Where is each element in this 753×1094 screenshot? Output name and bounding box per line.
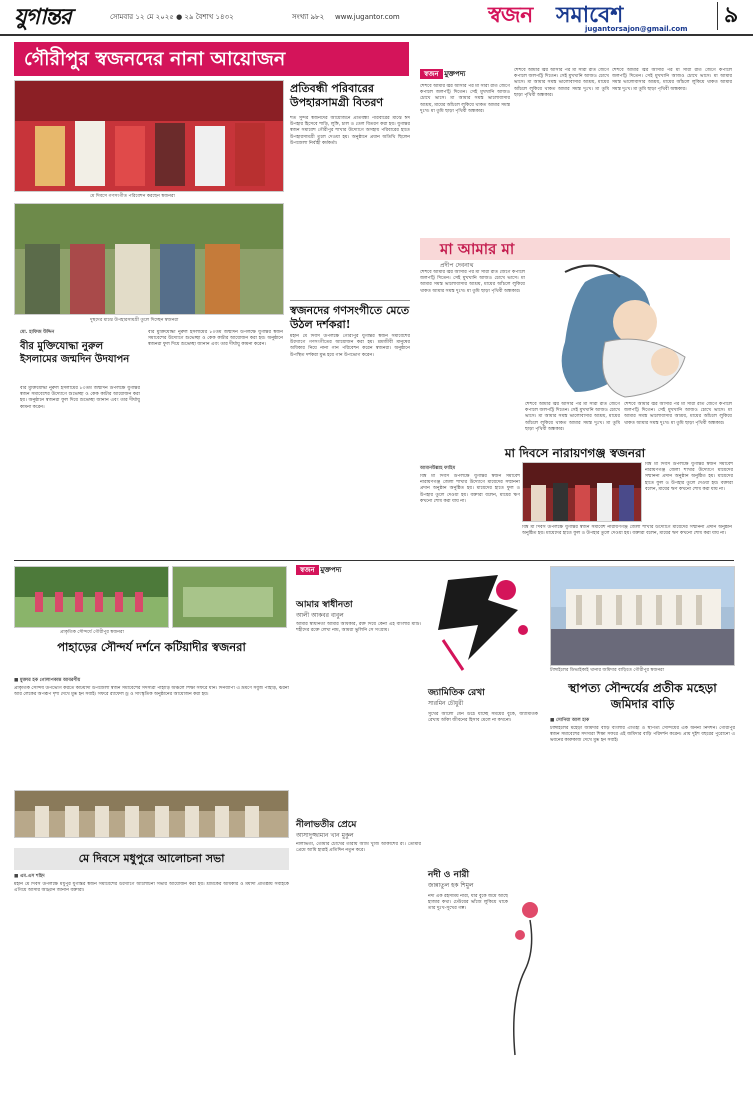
hill-body: প্রাকৃতিক সৌন্দর্য উপভোগ করতে কটিয়াদী উপজেলা স্বজন সমাবেশের সদস্যরা পাহাড়ি অঞ্চলে শিক্ষা সফরে যান। দিনব্যাপী এ ভ্রমণে সবুজ পাহাড়, ঝরনা আর লেকের অপরূপ দৃশ্য দেখে মুগ্ধ হন সবাই। সফরে র‌্যাফেল ড্র ও সাংস্কৃতিক অনুষ্ঠানের আয়োজন করা হয়। xyxy=(14,686,289,698)
zamindar-byline: ■ সোনিয়া আল হাক xyxy=(550,718,590,723)
freedom-fighter-headline: বীর মুক্তিযোদ্ধা নুরুল ইসলামের জন্মদিন উদযাপন xyxy=(20,341,130,365)
narayanganj-photo xyxy=(522,462,642,522)
top-story-body-2: মহান মে দিবস উপলক্ষে গৌরীপুর যুগান্তর স্বজন সমাবেশের উদ্যোগে গণসংগীতের আয়োজন করা হয়। শ্রমজীবী মানুষের অধিকার নিয়ে নানা গান পরিবেশন করেন স্বজনরা। অনুষ্ঠানে উপস্থিত দর্শকরা মুগ্ধ হয়ে গান উপভোগ করেন। xyxy=(290,334,410,358)
poem-1-title: আমার স্বাধীনতা xyxy=(296,600,353,610)
poem-3-title: জ্যামিতিক রেখা xyxy=(428,688,485,698)
issue-number: সংখ্যা ৯৮২ xyxy=(292,13,325,21)
poem-1-body: আমার স্বাধীনতা আমার অধিকার, রক্ত দিয়ে কেনা এই বাংলার মাটি। শহীদের রক্তে লেখা নাম, আমরা ভুলিনি সে সংগ্রাম। xyxy=(296,622,421,634)
poem-3-body: সুখের আলো যেন উঠে যাচ্ছে সময়ের বুকে, জ্যামিতিক রেখায় আঁকা জীবনের হিসাব মেলে না কখনো। xyxy=(428,712,538,724)
poem-2-author: আসাদুজ্জামান খান মুকুল xyxy=(296,832,354,839)
freedom-fighter-body: বীর মুক্তিযোদ্ধা নুরুল ইসলামের ৮০তম জন্মদিন উপলক্ষে যুগান্তর স্বজন সমাবেশের উদ্যোগে শুভেচ্ছা ও কেক কাটার আয়োজন করা হয়। অনুষ্ঠানে স্বজনরা ফুল দিয়ে শুভেচ্ছা জানান এবং তার দীর্ঘায়ু কামনা করেন। xyxy=(20,386,140,410)
narayanganj-byline: আমানউল্লাহ ফাহিম xyxy=(420,466,456,471)
poem-4-title: নদী ও নারী xyxy=(428,870,470,880)
contact-email[interactable]: jugantorsajon@gmail.com xyxy=(585,25,688,33)
top-story-sub-headline-2: স্বজনদের গণসংগীতে মেতে উঠল দর্শকরা! xyxy=(290,300,410,332)
poem-2-body: নীলাভতী, তোমার চোখের তারায় আমি খুঁজি আকাশের রং। তোমার প্রেমে আমি হারাই প্রতিদিন নতুন করে। xyxy=(296,842,421,854)
hand-flower-illustration xyxy=(505,880,545,1060)
poem-mother-body-col1: শৈশবে আমার জ্বর আসার পর মা সারা রাত জেগে কপালে জলপট্টি দিতেন। সেই মুখখানি আজও চোখে ভাসে। মা আমার সমস্ত ভালোবাসার আশ্রয়, মায়ের আঁচলে লুকিয়ে থাকত আমার সমস্ত দুঃখ। মা তুমি ছাড়া পৃথিবী অন্ধকার। xyxy=(420,84,510,114)
top-story-caption-2: দুস্থদের মাঝে উপহারসামগ্রী তুলে দিচ্ছেন স্বজনরা xyxy=(90,318,179,323)
madhupur-headline: মে দিবসে মধুপুরে আলোচনা সভা xyxy=(14,848,289,870)
poem-3-author: সারমিন চৌধুরী xyxy=(428,700,464,707)
madhupur-byline: ■ এম.এস শহিদ xyxy=(14,874,45,879)
poem-mother-body-col3: শৈশবে আমার জ্বর আসার পর মা সারা রাত জেগে কপালে জলপট্টি দিতেন। সেই মুখখানি আজও চোখে ভাসে। মা আমার সমস্ত ভালোবাসার আশ্রয়, মায়ের আঁচলে লুকিয়ে থাকত আমার সমস্ত দুঃখ। মা তুমি ছাড়া পৃথিবী অন্ধকার। xyxy=(612,68,732,92)
page-header xyxy=(0,0,753,36)
section-brand-b: সমাবেশ xyxy=(556,3,624,28)
hill-photo xyxy=(14,566,169,628)
abstract-illustration xyxy=(428,570,538,680)
top-story-headline: গৌরীপুর স্বজনদের নানা আয়োজন xyxy=(14,42,409,76)
poem-4-author: জান্নাতুল হক শিমুল xyxy=(428,882,474,889)
top-story-photo-1 xyxy=(14,80,284,192)
newspaper-logo: যুগান্তর xyxy=(14,4,71,30)
zamindar-caption: টাঙ্গাইলের ডিভাইকাই থানার জমিদার বাড়িতে গৌরীপুর স্বজনরা xyxy=(550,668,665,673)
narayanganj-body-col2: বিশ্ব মা দিবস উপলক্ষে যুগান্তর স্বজন সমাবেশ নারায়ণগঞ্জ জেলা শাখার উদ্যোগে মায়েদের সম্মাননা প্রদান অনুষ্ঠান অনুষ্ঠিত হয়। মায়েদের হাতে ফুল ও উপহার তুলে দেওয়া হয়। বক্তারা বলেন, মায়ের ঋণ কখনো শোধ করা যায় না। xyxy=(645,462,733,492)
poem-mother-title: মা আমার মা xyxy=(420,238,730,260)
narayanganj-body-col1: বিশ্ব মা দিবস উপলক্ষে যুগান্তর স্বজন সমাবেশ নারায়ণগঞ্জ জেলা শাখার উদ্যোগে মায়েদের সম্মাননা প্রদান অনুষ্ঠান অনুষ্ঠিত হয়। মায়েদের হাতে ফুল ও উপহার তুলে দেওয়া হয়। বক্তারা বলেন, মায়ের ঋণ কখনো শোধ করা যায় না। xyxy=(420,474,520,504)
top-story-photo-2 xyxy=(14,203,284,315)
poem-mother-body-col2: শৈশবে আমার জ্বর আসার পর মা সারা রাত জেগে কপালে জলপট্টি দিতেন। সেই মুখখানি আজও চোখে ভাসে। মা আমার সমস্ত ভালোবাসার আশ্রয়, মায়ের আঁচলে লুকিয়ে থাকত আমার সমস্ত দুঃখ। মা তুমি ছাড়া পৃথিবী অন্ধকার। xyxy=(514,68,609,98)
zamindar-body: টাঙ্গাইলের মহেড়া জমিদার বাড়ি বাংলার ঐতিহ্য ও স্থাপত্য সৌন্দর্যের এক অনন্য নিদর্শন। গৌরীপুর স্বজন সমাবেশের সদস্যরা শিক্ষা সফরে এই জমিদার বাড়ি পরিদর্শন করেন। প্রায় দুইশ বছরের পুরোনো এ ভবনের কারুকাজ দেখে মুগ্ধ হন সবাই। xyxy=(550,726,735,744)
poems-tag xyxy=(296,566,341,575)
poems-tag-label: স্বজন xyxy=(296,565,319,575)
section-brand-a: স্বজন xyxy=(488,3,533,28)
poem-4-body: নদী এক রহস্যময় নারী, যার বুকে জমে আছে হাজার কথা। ঢেউয়ের ভাঁজে লুকিয়ে থাকে তার দুঃখ-সুখের গল্প। xyxy=(428,894,508,912)
poem-mother-body-col6: শৈশবে আমার জ্বর আসার পর মা সারা রাত জেগে কপালে জলপট্টি দিতেন। সেই মুখখানি আজও চোখে ভাসে। মা আমার সমস্ত ভালোবাসার আশ্রয়, মায়ের আঁচলে লুকিয়ে থাকত আমার সমস্ত দুঃখ। মা তুমি ছাড়া পৃথিবী অন্ধকার। xyxy=(624,402,732,426)
hill-caption: প্রাকৃতিক সৌন্দর্যে গৌরীপুর স্বজনরা xyxy=(60,630,124,635)
madhupur-photo xyxy=(14,790,289,838)
page-number: ৯ xyxy=(717,2,738,30)
top-story-sub-headline-1: প্রতিবন্ধী পরিবারের উপহারসামগ্রী বিতরণ xyxy=(290,82,384,109)
top-story-caption-1: মে দিবসে গণসংগীত পরিবেশন করছেন স্বজনরা xyxy=(90,194,175,199)
narayanganj-body-col3: বিশ্ব মা দিবস উপলক্ষে যুগান্তর স্বজন সমাবেশ নারায়ণগঞ্জ জেলা শাখার উদ্যোগে মায়েদের সম্মাননা প্রদান অনুষ্ঠান অনুষ্ঠিত হয়। মায়েদের হাতে ফুল ও উপহার তুলে দেওয়া হয়। বক্তারা বলেন, মায়ের ঋণ কখনো শোধ করা যায় না। xyxy=(522,525,732,537)
freedom-fighter-byline: মো. হাফিজ উদ্দিন xyxy=(20,330,55,335)
zamindar-photo xyxy=(550,566,735,666)
poem-mother-tag-text: মুক্তপদ্য xyxy=(444,70,466,78)
poems-tag-text: মুক্তপদ্য xyxy=(320,566,342,574)
poem-mother-body-col4: শৈশবে আমার জ্বর আসার পর মা সারা রাত জেগে কপালে জলপট্টি দিতেন। সেই মুখখানি আজও চোখে ভাসে। মা আমার সমস্ত ভালোবাসার আশ্রয়, মায়ের আঁচলে লুকিয়ে থাকত আমার সমস্ত দুঃখ। মা তুমি ছাড়া পৃথিবী অন্ধকার। xyxy=(420,270,525,294)
section-divider xyxy=(14,560,734,561)
hill-headline: পাহাড়ের সৌন্দর্য দর্শনে কটিয়াদীর স্বজনরা xyxy=(57,640,246,654)
poem-1-author: আলী আকবর বাবুল xyxy=(296,612,344,619)
poem-mother-tag xyxy=(420,70,465,79)
narayanganj-headline: মা দিবসে নারায়ণগঞ্জ স্বজনরা xyxy=(504,446,646,460)
issue-date: সোমবার ১২ মে ২০২৫ ● ২৯ বৈশাখ ১৪৩২ xyxy=(110,13,234,21)
madhupur-body: মহান মে দিবস উপলক্ষে মধুপুর যুগান্তর স্বজন সমাবেশের উদ্যোগে আলোচনা সভার আয়োজন করা হয়। শ্রমিকের অধিকার ও মর্যাদা প্রতিষ্ঠায় সবাইকে এগিয়ে আসার আহ্বান জানান বক্তারা। xyxy=(14,882,289,894)
poem-mother-body-col5: শৈশবে আমার জ্বর আসার পর মা সারা রাত জেগে কপালে জলপট্টি দিতেন। সেই মুখখানি আজও চোখে ভাসে। মা আমার সমস্ত ভালোবাসার আশ্রয়, মায়ের আঁচলে লুকিয়ে থাকত আমার সমস্ত দুঃখ। মা তুমি ছাড়া পৃথিবী অন্ধকার। xyxy=(525,402,620,432)
zamindar-headline: স্থাপত্য সৌন্দর্যের প্রতীক মহেড়া জমিদার বাড়ি xyxy=(568,681,717,711)
poem-mother-tag-label: স্বজন xyxy=(420,69,443,79)
website-url[interactable]: www.jugantor.com xyxy=(335,13,400,21)
hill-photo-2 xyxy=(172,566,287,628)
mother-child-illustration xyxy=(525,262,730,402)
poem-2-title: নীলাভতীর প্রেমে xyxy=(296,820,357,830)
top-story-body-1: শত সুন্দর স্বজনদের আয়োজনে প্রতিবন্ধী পরিবারের মাঝে ঈদ উপহার হিসেবে শাড়ি, লুঙ্গি, চাল ও তেল বিতরণ করা হয়। যুগান্তর স্বজন সমাবেশ গৌরীপুর শাখার উদ্যোগে অসহায় পরিবারের হাতে উপহারসামগ্রী তুলে দেওয়া হয়। অনুষ্ঠানে প্রধান অতিথি ছিলেন উপজেলা নির্বাহী কর্মকর্তা। xyxy=(290,116,410,146)
freedom-fighter-body-cont: বীর মুক্তিযোদ্ধা নুরুল ইসলামের ৮০তম জন্মদিন উপলক্ষে যুগান্তর স্বজন সমাবেশের উদ্যোগে শুভেচ্ছা ও কেক কাটার আয়োজন করা হয়। অনুষ্ঠানে স্বজনরা ফুল দিয়ে শুভেচ্ছা জানান এবং তার দীর্ঘায়ু কামনা করেন। xyxy=(148,330,283,348)
hill-byline: ■ মুক্তার হক গোলাপকান্ত আবরণীয় xyxy=(14,678,81,683)
poem-mother-author: প্রদীপ দেবনাথ xyxy=(440,262,474,269)
